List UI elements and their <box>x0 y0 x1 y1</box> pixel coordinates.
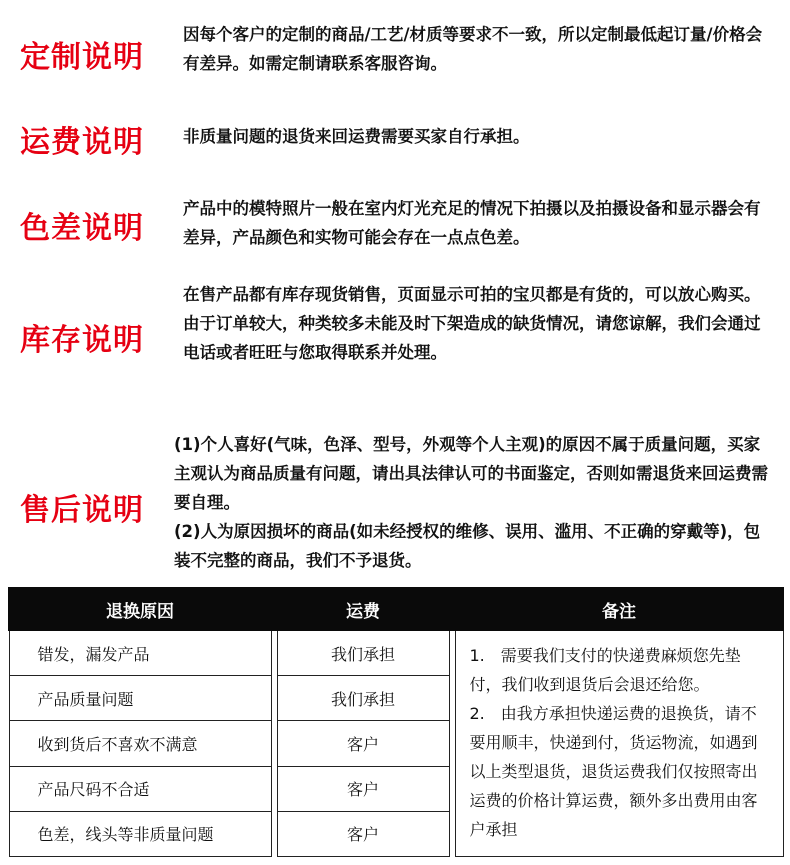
cost-cell: 客户 <box>277 766 449 811</box>
reason-cell: 收到货后不喜欢不满意 <box>9 721 271 766</box>
return-policy-table <box>8 587 784 857</box>
section-text: 在售产品都有库存现货销售，页面显示可拍的宝贝都是有货的，可以放心购买。 <box>183 285 761 304</box>
column-gap <box>449 721 455 766</box>
reason-cell: 产品尺码不合适 <box>9 766 271 811</box>
section-title: 运费说明 <box>20 125 144 160</box>
section-text: (2)人为原因损坏的商品(如未经授权的维修、误用、滥用、不正确的穿戴等)，包装不完整的商品，我们不予退货。 <box>174 522 761 570</box>
column-gap <box>449 766 455 811</box>
reason-cell: 错发，漏发产品 <box>9 630 271 676</box>
header-notes: 备注 <box>455 588 783 630</box>
table-row <box>9 630 783 676</box>
section-body <box>183 20 773 78</box>
reason-cell: 色差，线头等非质量问题 <box>9 811 271 856</box>
section-body <box>183 122 773 151</box>
section-text: (1)个人喜好(气味，色泽、型号，外观等个人主观)的原因不属于质量问题，买家主观认为商品质量有问题，请出具法律认可的书面鉴定，否则如需退货来回运费需要自理。 <box>174 435 768 512</box>
notes-cell <box>455 630 783 857</box>
section-title: 售后说明 <box>20 493 144 528</box>
note-text: 1. 需要我们支付的快递费麻烦您先垫付，我们收到退货后会退还给您。 <box>469 646 741 694</box>
cost-cell: 客户 <box>277 811 449 856</box>
section-body <box>183 280 773 367</box>
section-text: 产品中的模特照片一般在室内灯光充足的情况下拍摄以及拍摄设备和显示器会有差异，产品颜色和实物可能会存在一点点色差。 <box>183 199 761 247</box>
note-text: 2. 由我方承担快递运费的退换货，请不要用顺丰，快递到付，货运物流，如遇到以上类型退货，退货运费我们仅按照寄出运费的价格计算运费，额外多出费用由客户承担 <box>469 704 758 839</box>
cost-cell: 我们承担 <box>277 676 449 721</box>
cost-cell: 我们承担 <box>277 630 449 676</box>
section-text: 因每个客户的定制的商品/工艺/材质等要求不一致，所以定制最低起订量/价格会有差异。如需定制请联系客服咨询。 <box>183 25 763 73</box>
column-gap <box>449 811 455 856</box>
section-text: 非质量问题的退货来回运费需要买家自行承担。 <box>183 127 530 146</box>
section-title: 色差说明 <box>20 211 144 246</box>
header-reason: 退换原因 <box>9 588 271 630</box>
table-header-row <box>9 588 783 630</box>
reason-cell: 产品质量问题 <box>9 676 271 721</box>
section-text: 由于订单较大，种类较多未能及时下架造成的缺货情况，请您谅解，我们会通过电话或者旺旺与您取得联系并处理。 <box>183 314 761 362</box>
section-body <box>183 194 773 252</box>
column-gap <box>449 676 455 721</box>
header-cost: 运费 <box>277 588 449 630</box>
section-title: 库存说明 <box>20 323 144 358</box>
cost-cell: 客户 <box>277 721 449 766</box>
section-body <box>174 430 774 575</box>
section-title: 定制说明 <box>20 40 144 75</box>
